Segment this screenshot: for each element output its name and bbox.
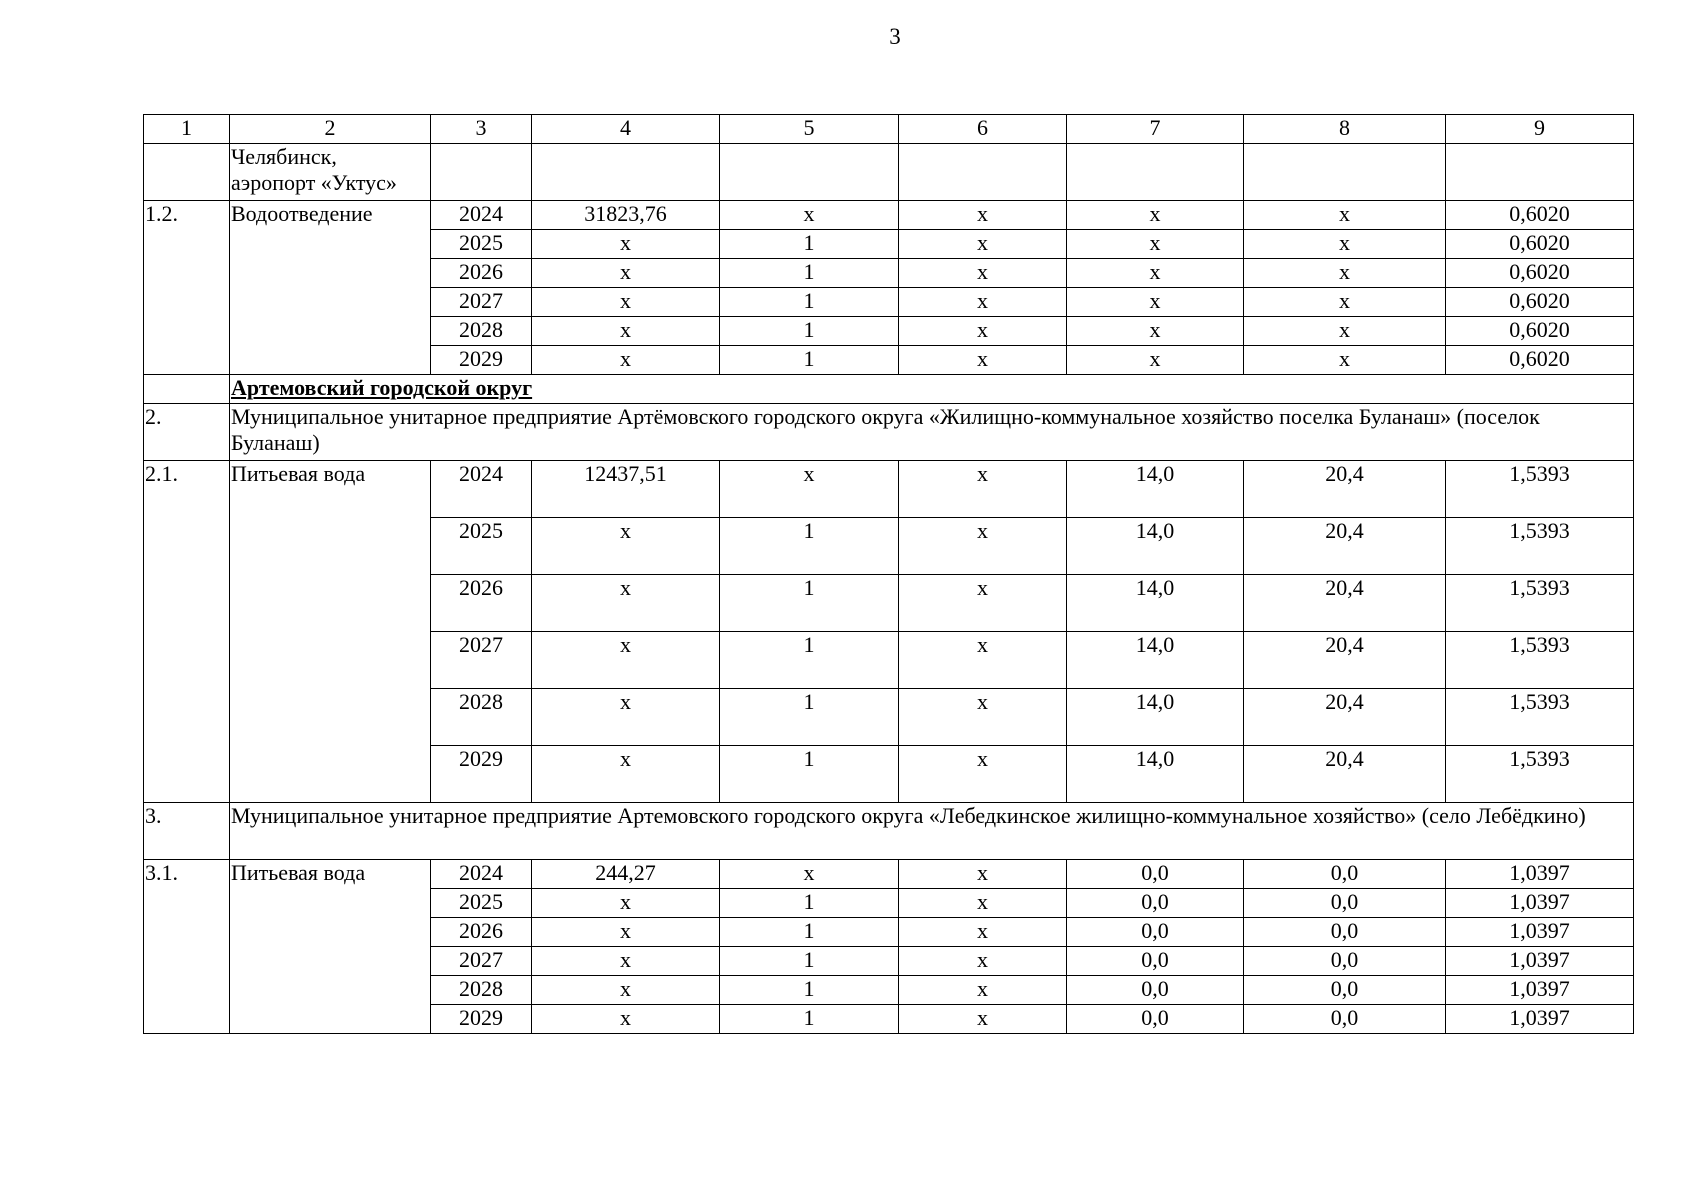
value-cell: х: [532, 918, 720, 947]
empty-cell: [720, 144, 899, 201]
value-cell: 1: [720, 346, 899, 375]
continuation-location: Челябинск, аэропорт «Уктус»: [230, 144, 431, 201]
value-cell: 1: [720, 317, 899, 346]
year-cell: 2027: [431, 947, 532, 976]
value-cell: 14,0: [1067, 461, 1244, 518]
value-cell: 1,5393: [1446, 632, 1634, 689]
value-cell: 20,4: [1244, 689, 1446, 746]
value-cell: 20,4: [1244, 746, 1446, 803]
value-cell: х: [899, 976, 1067, 1005]
value-cell: 1: [720, 947, 899, 976]
year-cell: 2028: [431, 689, 532, 746]
value-cell: х: [1244, 259, 1446, 288]
empty-cell: [144, 144, 230, 201]
value-cell: 1,5393: [1446, 461, 1634, 518]
value-cell: х: [899, 947, 1067, 976]
continuation-row: [144, 144, 1634, 201]
year-row: [144, 461, 1634, 518]
organization-row: [144, 803, 1634, 860]
district-heading-text: Артемовский городской округ: [231, 375, 533, 400]
item-name: Питьевая вода: [230, 860, 431, 1034]
value-cell: 1: [720, 518, 899, 575]
header-cell: 4: [532, 115, 720, 144]
value-cell: 1: [720, 288, 899, 317]
header-cell: 5: [720, 115, 899, 144]
year-cell: 2024: [431, 201, 532, 230]
value-cell: 1,0397: [1446, 860, 1634, 889]
value-cell: 1,0397: [1446, 1005, 1634, 1034]
year-cell: 2025: [431, 230, 532, 259]
year-cell: 2029: [431, 1005, 532, 1034]
value-cell: 1: [720, 918, 899, 947]
year-cell: 2025: [431, 889, 532, 918]
year-cell: 2029: [431, 746, 532, 803]
value-cell: х: [720, 201, 899, 230]
organization-name: Муниципальное унитарное предприятие Артемовского городского округа «Лебедкинское жилищно-коммунальное хозяйство» (село Лебёдкино): [230, 803, 1634, 860]
value-cell: 14,0: [1067, 632, 1244, 689]
value-cell: 20,4: [1244, 575, 1446, 632]
value-cell: 14,0: [1067, 575, 1244, 632]
value-cell: 0,0: [1067, 976, 1244, 1005]
value-cell: 14,0: [1067, 689, 1244, 746]
year-cell: 2026: [431, 575, 532, 632]
year-row: [144, 860, 1634, 889]
empty-cell: [899, 144, 1067, 201]
value-cell: 1: [720, 746, 899, 803]
value-cell: х: [532, 976, 720, 1005]
header-cell: 3: [431, 115, 532, 144]
value-cell: 14,0: [1067, 746, 1244, 803]
empty-cell: [1244, 144, 1446, 201]
value-cell: 1,0397: [1446, 947, 1634, 976]
value-cell: 1: [720, 689, 899, 746]
year-cell: 2027: [431, 288, 532, 317]
value-cell: х: [899, 689, 1067, 746]
value-cell: х: [899, 860, 1067, 889]
header-cell: 8: [1244, 115, 1446, 144]
value-cell: 1: [720, 1005, 899, 1034]
value-cell: х: [1244, 317, 1446, 346]
year-cell: 2024: [431, 461, 532, 518]
value-cell: 1: [720, 575, 899, 632]
value-cell: 1,0397: [1446, 889, 1634, 918]
year-cell: 2024: [431, 860, 532, 889]
value-cell: 12437,51: [532, 461, 720, 518]
value-cell: х: [1244, 230, 1446, 259]
value-cell: 1: [720, 632, 899, 689]
year-cell: 2028: [431, 976, 532, 1005]
organization-name: Муниципальное унитарное предприятие Артёмовского городского округа «Жилищно-коммунальное хозяйство поселка Буланаш» (поселок Буланаш): [230, 404, 1634, 461]
value-cell: х: [899, 201, 1067, 230]
value-cell: х: [899, 1005, 1067, 1034]
year-row: [144, 201, 1634, 230]
value-cell: х: [899, 346, 1067, 375]
value-cell: 0,6020: [1446, 288, 1634, 317]
value-cell: 1,5393: [1446, 689, 1634, 746]
page-number: 3: [889, 24, 901, 49]
value-cell: 0,0: [1244, 976, 1446, 1005]
value-cell: 31823,76: [532, 201, 720, 230]
year-cell: 2029: [431, 346, 532, 375]
value-cell: х: [1067, 317, 1244, 346]
value-cell: х: [532, 947, 720, 976]
value-cell: х: [899, 918, 1067, 947]
value-cell: х: [1067, 259, 1244, 288]
value-cell: х: [720, 860, 899, 889]
item-name: Водоотведение: [230, 201, 431, 375]
empty-cell: [144, 375, 230, 404]
item-name: Питьевая вода: [230, 461, 431, 803]
value-cell: 1,5393: [1446, 518, 1634, 575]
value-cell: х: [1067, 288, 1244, 317]
value-cell: х: [899, 518, 1067, 575]
value-cell: 1: [720, 976, 899, 1005]
value-cell: 20,4: [1244, 461, 1446, 518]
empty-cell: [1446, 144, 1634, 201]
value-cell: х: [1244, 201, 1446, 230]
value-cell: 20,4: [1244, 518, 1446, 575]
value-cell: х: [720, 461, 899, 518]
value-cell: х: [532, 889, 720, 918]
value-cell: 20,4: [1244, 632, 1446, 689]
value-cell: х: [532, 317, 720, 346]
district-row: [144, 375, 1634, 404]
organization-number: 3.: [144, 803, 230, 860]
district-heading: [230, 375, 1634, 404]
value-cell: х: [899, 575, 1067, 632]
value-cell: 0,0: [1067, 889, 1244, 918]
value-cell: х: [899, 259, 1067, 288]
value-cell: х: [532, 1005, 720, 1034]
empty-cell: [532, 144, 720, 201]
value-cell: х: [532, 230, 720, 259]
value-cell: 0,0: [1067, 860, 1244, 889]
item-number: 1.2.: [144, 201, 230, 375]
value-cell: 14,0: [1067, 518, 1244, 575]
value-cell: х: [532, 346, 720, 375]
value-cell: 1,0397: [1446, 918, 1634, 947]
item-number: 3.1.: [144, 860, 230, 1034]
value-cell: 0,0: [1067, 918, 1244, 947]
header-cell: 2: [230, 115, 431, 144]
value-cell: 1,5393: [1446, 746, 1634, 803]
value-cell: 0,0: [1244, 918, 1446, 947]
value-cell: 0,0: [1244, 860, 1446, 889]
year-cell: 2025: [431, 518, 532, 575]
value-cell: 0,6020: [1446, 317, 1634, 346]
value-cell: 0,0: [1244, 947, 1446, 976]
year-cell: 2028: [431, 317, 532, 346]
value-cell: 0,0: [1244, 1005, 1446, 1034]
empty-cell: [431, 144, 532, 201]
header-cell: 1: [144, 115, 230, 144]
value-cell: 244,27: [532, 860, 720, 889]
value-cell: х: [532, 518, 720, 575]
value-cell: х: [532, 689, 720, 746]
value-cell: х: [532, 288, 720, 317]
value-cell: х: [899, 746, 1067, 803]
value-cell: 1: [720, 230, 899, 259]
header-cell: 7: [1067, 115, 1244, 144]
value-cell: 1,0397: [1446, 976, 1634, 1005]
value-cell: х: [532, 575, 720, 632]
value-cell: х: [899, 889, 1067, 918]
value-cell: 0,6020: [1446, 346, 1634, 375]
value-cell: х: [1067, 230, 1244, 259]
value-cell: 0,0: [1067, 1005, 1244, 1034]
year-cell: 2027: [431, 632, 532, 689]
value-cell: 1,5393: [1446, 575, 1634, 632]
value-cell: х: [899, 288, 1067, 317]
value-cell: х: [1067, 346, 1244, 375]
value-cell: х: [532, 259, 720, 288]
value-cell: 0,0: [1244, 889, 1446, 918]
year-cell: 2026: [431, 259, 532, 288]
value-cell: х: [899, 461, 1067, 518]
organization-number: 2.: [144, 404, 230, 461]
value-cell: х: [899, 632, 1067, 689]
tariff-table: [143, 114, 1634, 1034]
value-cell: х: [899, 230, 1067, 259]
value-cell: х: [1244, 288, 1446, 317]
value-cell: 0,6020: [1446, 259, 1634, 288]
value-cell: х: [532, 632, 720, 689]
organization-row: [144, 404, 1634, 461]
header-cell: 6: [899, 115, 1067, 144]
value-cell: 0,6020: [1446, 201, 1634, 230]
value-cell: 0,0: [1067, 947, 1244, 976]
item-number: 2.1.: [144, 461, 230, 803]
value-cell: 1: [720, 259, 899, 288]
value-cell: х: [1244, 346, 1446, 375]
year-cell: 2026: [431, 918, 532, 947]
value-cell: х: [899, 317, 1067, 346]
empty-cell: [1067, 144, 1244, 201]
value-cell: 1: [720, 889, 899, 918]
column-number-row: [144, 115, 1634, 144]
value-cell: 0,6020: [1446, 230, 1634, 259]
header-cell: 9: [1446, 115, 1634, 144]
value-cell: х: [1067, 201, 1244, 230]
value-cell: х: [532, 746, 720, 803]
